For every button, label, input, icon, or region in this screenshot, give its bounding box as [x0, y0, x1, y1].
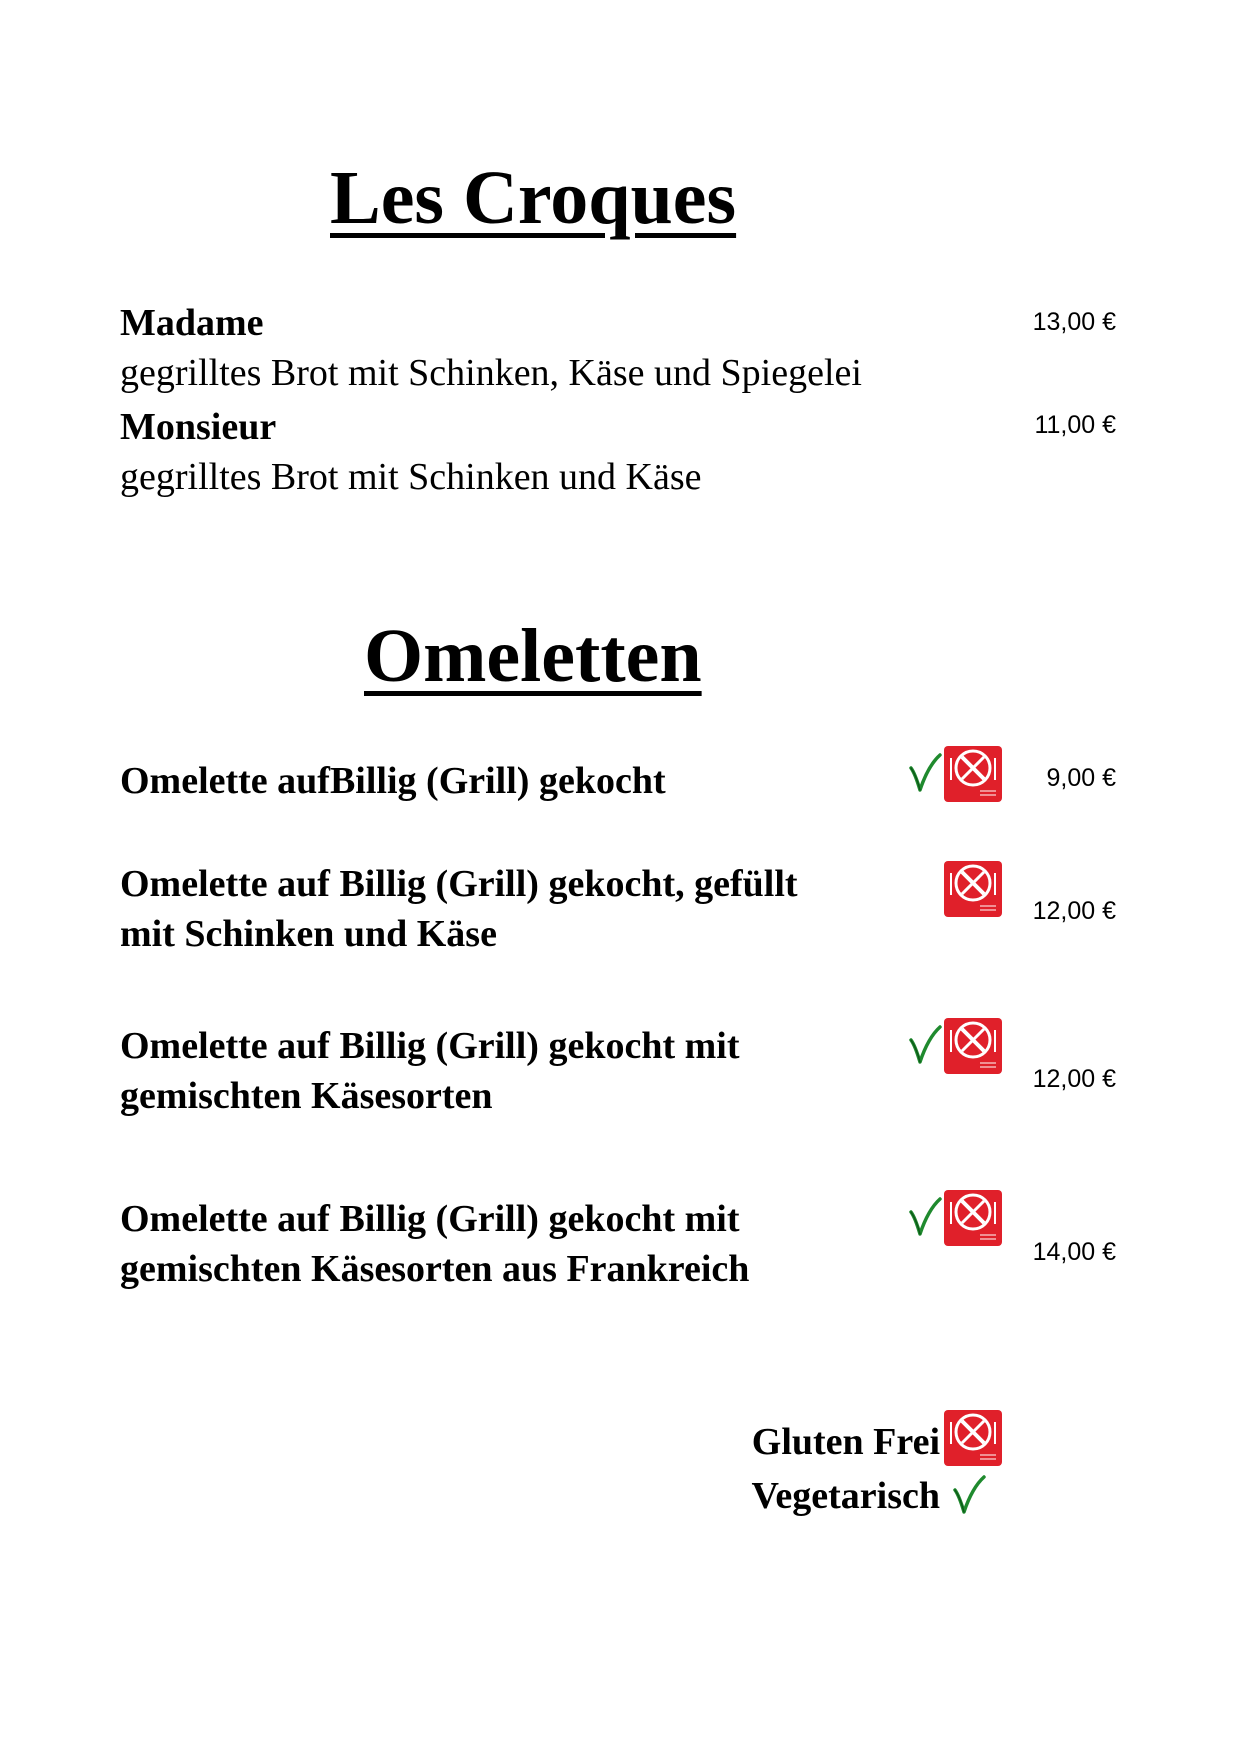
price-madame: 13,00 €: [1032, 308, 1116, 336]
gluten-free-aic-icon: [944, 1410, 1002, 1466]
menu-item-monsieur: [120, 402, 702, 502]
item-name-line-1: Omelette auf Billig (Grill) gekocht mit: [120, 1198, 740, 1240]
menu-item-omelette-4: [120, 1194, 749, 1294]
vegetarian-check-icon: [952, 1474, 986, 1516]
item-name-line-1: Omelette auf Billig (Grill) gekocht mit: [120, 1025, 740, 1067]
item-name-line-2: mit Schinken und Käse: [120, 913, 497, 955]
price-omelette-4: 14,00 €: [1032, 1238, 1116, 1266]
legend-gluten-free-label: Gluten Frei: [751, 1421, 940, 1463]
price-omelette-2: 12,00 €: [1032, 897, 1116, 925]
price-omelette-3: 12,00 €: [1032, 1065, 1116, 1093]
price-omelette-1: 9,00 €: [1046, 764, 1116, 792]
item-name: Madame: [120, 302, 264, 344]
menu-item-omelette-2: [120, 859, 798, 959]
item-description: gegrilltes Brot mit Schinken, Käse und Spiegelei: [120, 352, 862, 394]
item-name-line-1: Omelette auf Billig (Grill) gekocht, gefüllt: [120, 863, 798, 905]
item-name-line-2: gemischten Käsesorten: [120, 1075, 493, 1117]
croques-title: Les Croques: [330, 156, 737, 240]
menu-item-omelette-3: [120, 1021, 739, 1121]
item-description: gegrilltes Brot mit Schinken und Käse: [120, 456, 702, 498]
vegetarian-check-icon: [908, 1196, 942, 1238]
price-monsieur: 11,00 €: [1034, 411, 1116, 439]
menu-item-madame: [120, 298, 862, 398]
legend-vegetarian-label: Vegetarisch: [751, 1475, 940, 1517]
item-name-line-2: gemischten Käsesorten aus Frankreich: [120, 1248, 750, 1290]
vegetarian-check-icon: [908, 752, 942, 794]
vegetarian-check-icon: [908, 1024, 942, 1066]
menu-item-omelette-1: Omelette aufBillig (Grill) gekocht: [120, 760, 666, 802]
item-name: Monsieur: [120, 406, 277, 448]
omeletten-title: Omeletten: [364, 614, 702, 698]
